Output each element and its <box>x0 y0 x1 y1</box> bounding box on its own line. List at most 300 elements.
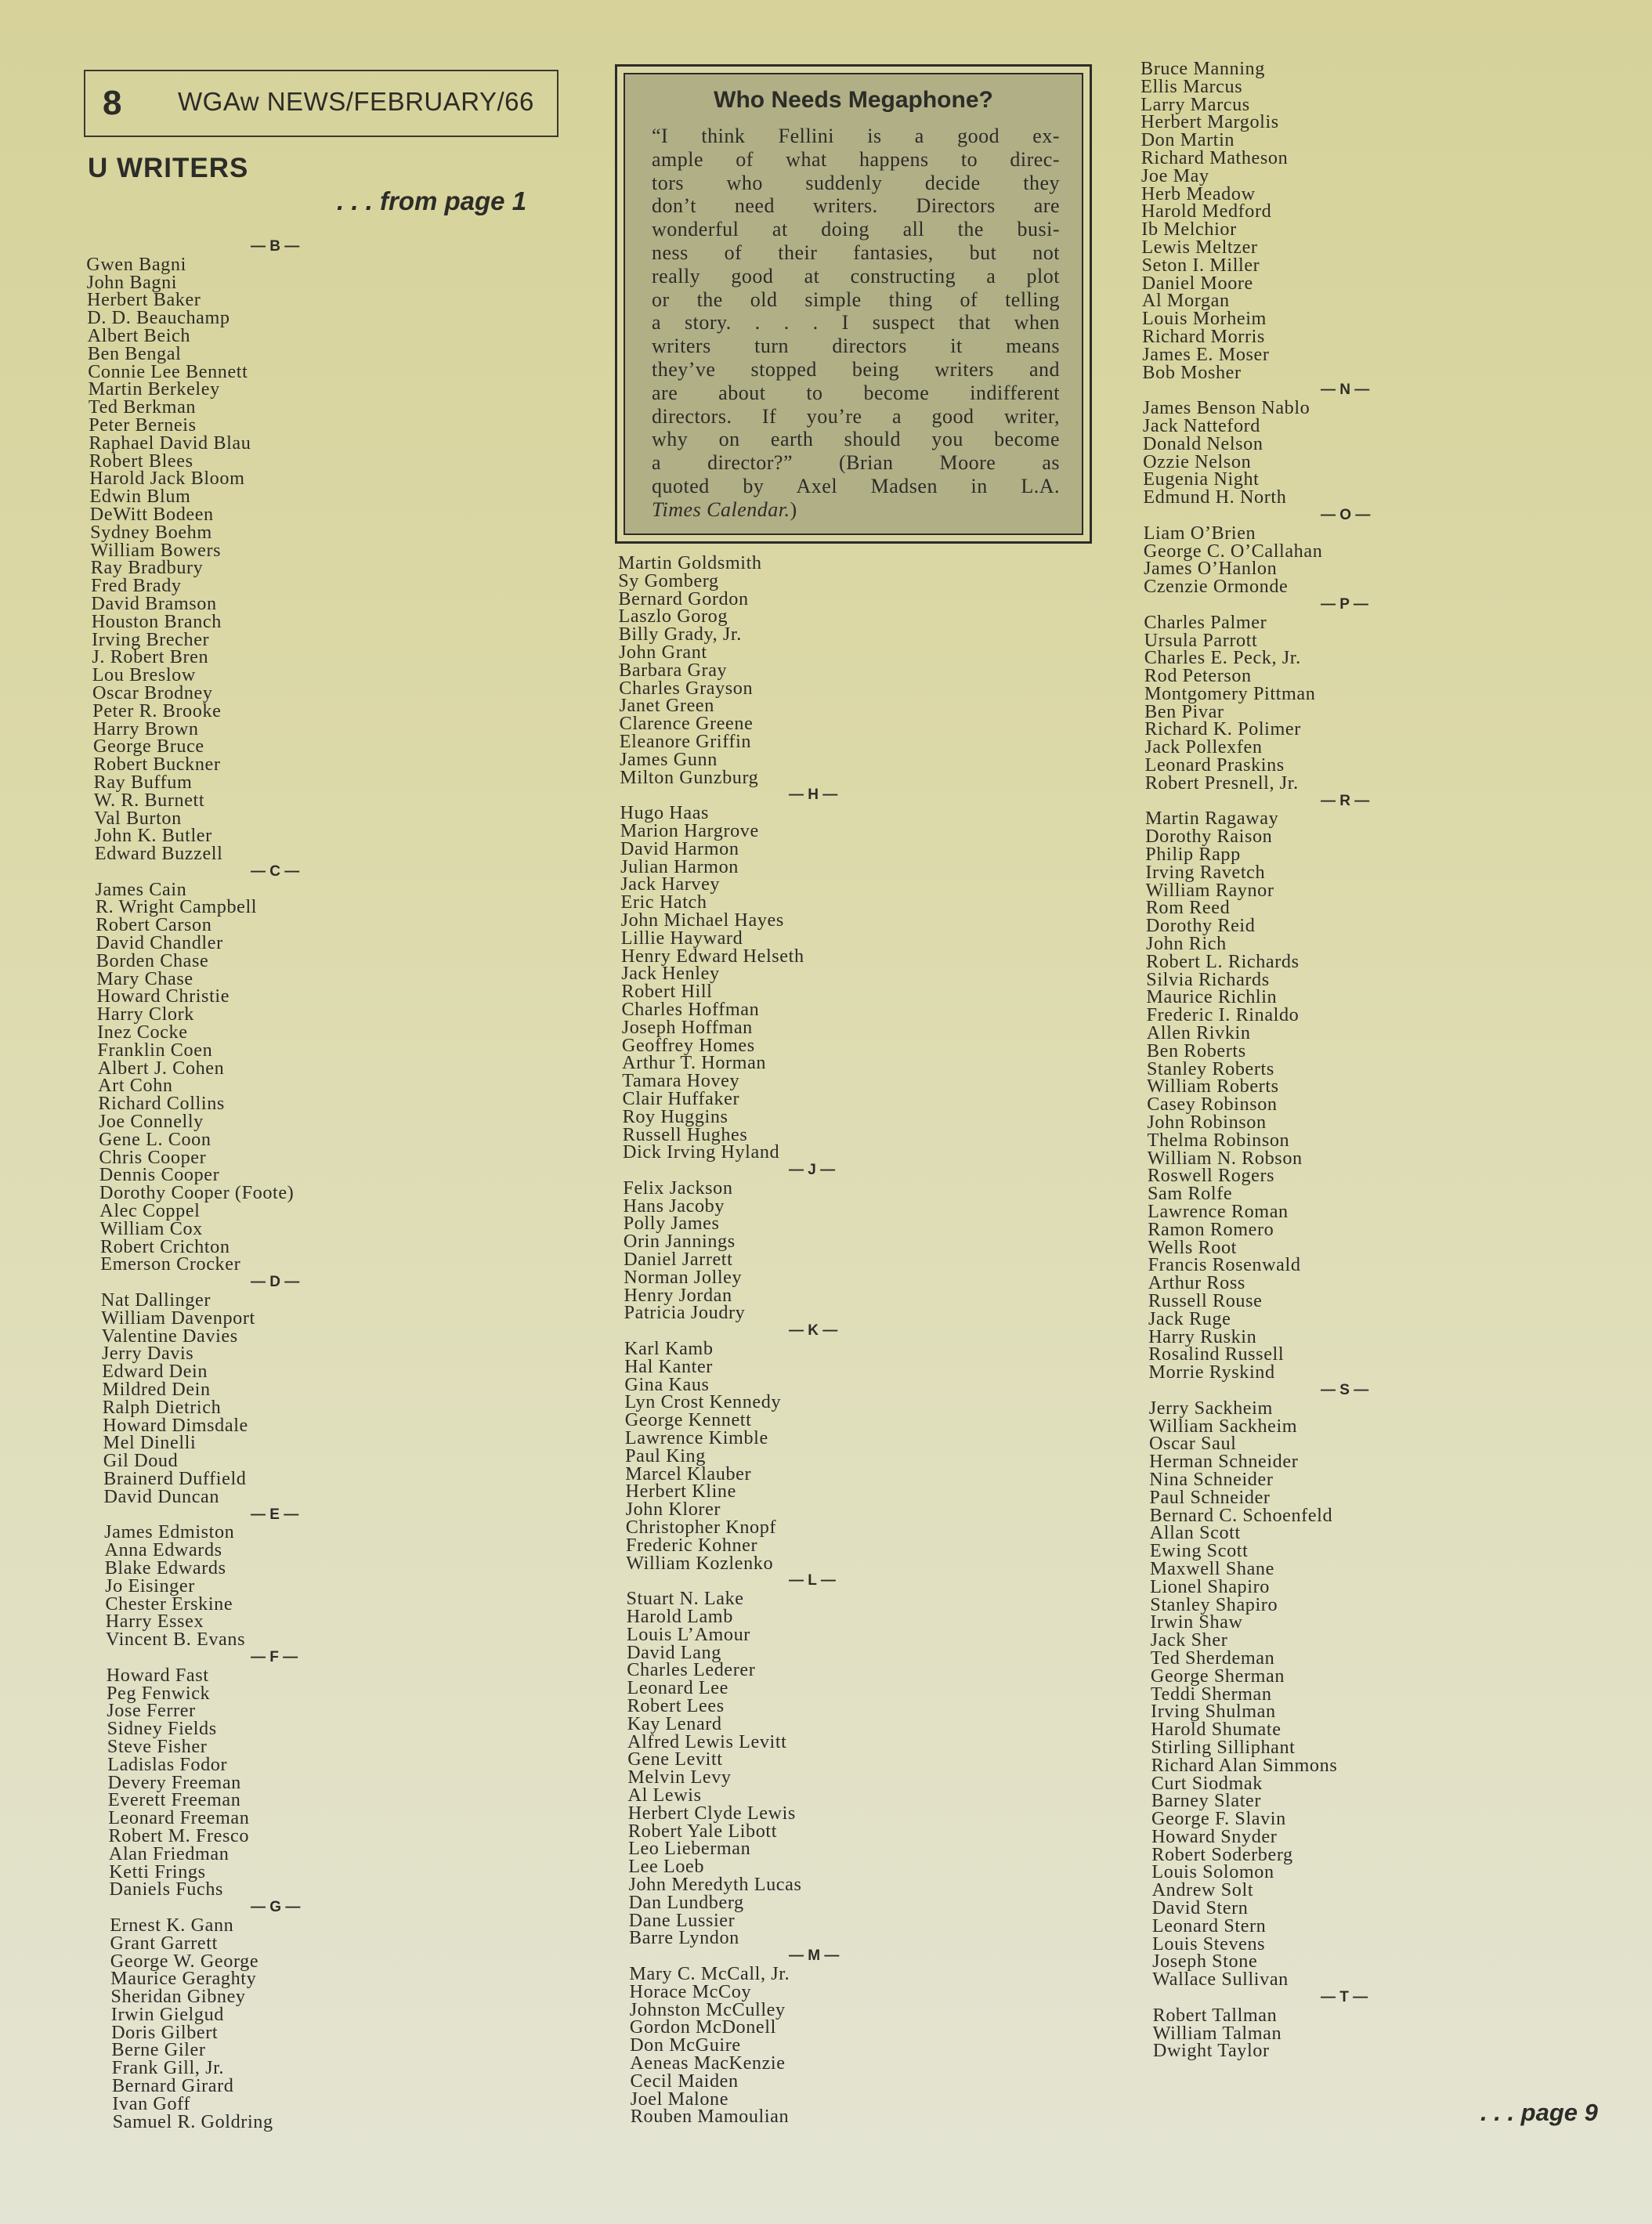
writer-name: DeWitt Bodeen <box>89 503 214 525</box>
writer-name: Lillie Hayward <box>620 927 743 949</box>
section-letter-heading: — H — <box>789 787 838 804</box>
writer-name: Herb Meadow <box>1141 183 1256 204</box>
writer-name: Al Morgan <box>1141 290 1230 312</box>
writer-name: Francis Rosenwald <box>1148 1254 1301 1276</box>
writer-name: Charles Lederer <box>627 1659 756 1681</box>
writer-name: Gene L. Coon <box>99 1128 211 1150</box>
writer-name: Robert Crichton <box>100 1235 230 1257</box>
writer-name: James Benson Nablo <box>1142 397 1310 419</box>
sidebar-title: Who Needs Megaphone? <box>714 87 993 113</box>
writer-name: Steve Fisher <box>107 1735 208 1757</box>
writer-name: Robert Yale Libott <box>627 1820 778 1842</box>
writer-name: Robert Tallman <box>1152 2004 1278 2026</box>
writer-name: Albert Beich <box>87 324 191 346</box>
sidebar-quote-line: don’t need writers. Directors are <box>652 194 1060 218</box>
writer-name: James Cain <box>95 878 187 900</box>
writer-name: Rom Reed <box>1145 897 1231 919</box>
writer-name: Mary Chase <box>96 967 193 989</box>
writer-name: R. Wright Campbell <box>95 896 258 918</box>
writer-name: Laszlo Gorog <box>618 606 728 627</box>
sidebar-quote-box <box>615 64 1092 544</box>
writer-name: Montgomery Pittman <box>1144 682 1316 704</box>
writer-name: Rouben Mamoulian <box>630 2106 790 2128</box>
writer-name: Jack Harvey <box>620 873 721 895</box>
writer-name: Lawrence Roman <box>1148 1201 1289 1222</box>
writer-name: Liam O’Brien <box>1143 522 1256 544</box>
sidebar-quote-line: tors who suddenly decide they <box>652 171 1060 194</box>
writer-name: John Meredyth Lucas <box>628 1873 802 1895</box>
writer-name: Robert L. Richards <box>1146 950 1300 972</box>
writer-name: Joseph Stone <box>1152 1951 1258 1973</box>
writer-name: Emerson Crocker <box>100 1253 241 1275</box>
writer-name: W. R. Burnett <box>93 789 205 811</box>
writer-name: Maxwell Shane <box>1150 1557 1274 1579</box>
writer-name: Kay Lenard <box>627 1712 722 1734</box>
writer-name: Irwin Shaw <box>1150 1611 1243 1633</box>
writer-name: John Bagni <box>86 271 178 293</box>
sidebar-quote-line: a director?” (Brian Moore as <box>652 451 1060 475</box>
sidebar-quote-line: directors. If you’re a good writer, <box>652 404 1060 428</box>
writer-name: Louis Morheim <box>1142 308 1267 330</box>
writer-name: Arthur T. Horman <box>622 1052 767 1074</box>
writer-name: Richard K. Polimer <box>1144 718 1301 740</box>
writer-name: Oscar Saul <box>1149 1433 1237 1455</box>
writer-name: Grant Garrett <box>110 1932 218 1954</box>
writer-name: John Robinson <box>1147 1112 1267 1134</box>
writer-name: Irving Brecher <box>92 628 210 650</box>
sidebar-quote-line: a story. . . . I suspect that when <box>652 311 1060 335</box>
writer-name: Anna Edwards <box>104 1539 222 1561</box>
sidebar-quote-line: wonderful at doing all the busi- <box>652 218 1060 241</box>
writer-name: Russell Hughes <box>622 1123 748 1145</box>
writer-name: Maurice Geraghty <box>110 1968 257 1990</box>
writer-name: Harold Lamb <box>626 1606 733 1628</box>
writer-name: Dennis Cooper <box>99 1164 220 1186</box>
writer-name: Frederic Kohner <box>626 1534 758 1556</box>
writer-name: Peg Fenwick <box>107 1682 211 1704</box>
writer-name: Barney Slater <box>1151 1790 1262 1812</box>
writer-name: George Kennett <box>624 1409 752 1431</box>
writer-name: Clarence Greene <box>619 713 754 735</box>
writer-name: David Bramson <box>91 592 217 614</box>
writer-name: Ben Roberts <box>1146 1040 1246 1061</box>
writer-name: Clair Huffaker <box>622 1087 740 1109</box>
writer-name: Blake Edwards <box>104 1557 226 1578</box>
writer-name: Lionel Shapiro <box>1150 1575 1270 1597</box>
writer-name: Edward Dein <box>102 1361 208 1383</box>
writer-name: Raphael David Blau <box>89 432 251 454</box>
writer-name: George C. O’Callahan <box>1143 540 1323 562</box>
writer-name: Chester Erskine <box>105 1593 233 1615</box>
sidebar-quote-line: writers turn directors it means <box>652 335 1060 358</box>
writer-name: Gwen Bagni <box>86 253 186 275</box>
section-letter-heading: — D — <box>251 1274 300 1291</box>
writer-name: Stirling Silliphant <box>1151 1736 1296 1758</box>
writer-name: Leonard Freeman <box>108 1807 250 1829</box>
writer-name: Maurice Richlin <box>1146 986 1278 1008</box>
writer-name: Borden Chase <box>96 949 209 971</box>
writer-name: Janet Green <box>619 695 714 717</box>
writer-name: Jose Ferrer <box>107 1700 196 1722</box>
writer-name: Howard Dimsdale <box>103 1414 248 1436</box>
sidebar-quote-line: ness of their fantasies, but not <box>652 240 1060 264</box>
writer-name: Joe May <box>1140 165 1209 186</box>
writer-name: David Stern <box>1151 1897 1249 1919</box>
writer-name: Harold Jack Bloom <box>89 468 245 490</box>
writer-name: Ursula Parrott <box>1144 629 1258 651</box>
writer-name: Allen Rivkin <box>1146 1022 1251 1044</box>
writer-name: Leo Lieberman <box>628 1838 751 1860</box>
writer-name: Lee Loeb <box>628 1856 705 1878</box>
section-letter-heading: — N — <box>1321 382 1370 399</box>
writer-name: Martin Goldsmith <box>618 552 762 573</box>
section-letter-heading: — B — <box>251 238 300 255</box>
writer-name: Lyn Crost Kennedy <box>624 1391 782 1413</box>
writer-name: Eric Hatch <box>620 891 707 913</box>
writer-name: Frederic I. Rinaldo <box>1146 1004 1300 1026</box>
writer-name: Ted Sherdeman <box>1150 1647 1275 1669</box>
section-letter-heading: — S — <box>1321 1381 1369 1398</box>
writer-name: Ivan Goff <box>112 2092 191 2114</box>
writer-name: Mary C. McCall, Jr. <box>629 1962 790 1984</box>
writer-name: Billy Grady, Jr. <box>618 624 742 646</box>
writer-name: Gina Kaus <box>624 1373 710 1395</box>
writer-name: William Raynor <box>1145 879 1274 901</box>
writer-name: William Davenport <box>101 1307 255 1329</box>
sidebar-quote-line: quoted by Axel Madsen in L.A. <box>652 474 1060 497</box>
writer-name: Chris Cooper <box>99 1146 207 1168</box>
writer-name: Henry Edward Helseth <box>621 945 804 967</box>
section-letter-heading: — L — <box>789 1572 836 1589</box>
writer-name: Joseph Hoffman <box>621 1016 753 1038</box>
writer-name: Horace McCoy <box>629 1980 752 2002</box>
writer-name: Jack Natteford <box>1142 414 1260 436</box>
writer-name: William N. Robson <box>1147 1147 1303 1169</box>
writers-column-3 <box>1140 60 1610 2060</box>
writer-name: Daniel Jarrett <box>624 1249 733 1271</box>
writer-name: Herbert Clyde Lewis <box>627 1802 796 1824</box>
writer-name: Leonard Lee <box>627 1677 728 1699</box>
writer-name: Dorothy Raison <box>1145 826 1273 848</box>
writer-name: Johnston McCulley <box>629 1998 786 2020</box>
writer-name: Russell Rouse <box>1148 1289 1263 1311</box>
writer-name: William Cox <box>99 1217 203 1239</box>
writer-name: Roswell Rogers <box>1147 1165 1275 1187</box>
writer-name: Daniel Moore <box>1141 272 1253 294</box>
sidebar-quote-text <box>652 125 1060 522</box>
writer-name: Edmund H. North <box>1143 486 1287 508</box>
writer-name: Edward Buzzell <box>94 843 223 865</box>
writer-name: Houston Branch <box>91 610 222 632</box>
writer-name: Ray Buffum <box>93 771 193 793</box>
section-letter-heading: — J — <box>789 1162 836 1179</box>
writer-name: D. D. Beauchamp <box>87 307 230 329</box>
writer-name: William Talman <box>1152 2022 1282 2044</box>
writer-name: Sydney Boehm <box>90 521 212 543</box>
writer-name: Vincent B. Evans <box>106 1629 246 1651</box>
writer-name: William Roberts <box>1147 1076 1279 1098</box>
writer-name: Nat Dallinger <box>100 1289 211 1311</box>
writer-name: Herman Schneider <box>1149 1451 1299 1473</box>
writer-name: Edwin Blum <box>89 486 191 508</box>
writer-name: Silvia Richards <box>1146 968 1270 990</box>
writer-name: Alfred Lewis Levitt <box>627 1730 787 1752</box>
writer-name: Polly James <box>623 1213 720 1235</box>
writer-name: Ernest K. Gann <box>110 1914 234 1936</box>
writer-name: Al Lewis <box>627 1784 702 1806</box>
writer-name: Herbert Margolis <box>1140 111 1279 133</box>
writer-name: John Michael Hayes <box>620 909 784 931</box>
writer-name: Ellis Marcus <box>1140 75 1243 97</box>
writer-name: Seton I. Miller <box>1141 254 1260 276</box>
writer-name: Robert Lees <box>627 1695 725 1716</box>
writer-name: Stanley Roberts <box>1147 1058 1274 1079</box>
writer-name: Jerry Davis <box>101 1343 194 1365</box>
writer-name: Paul King <box>625 1445 706 1466</box>
writer-name: Herbert Kline <box>625 1481 736 1503</box>
writer-name: Curt Siodmak <box>1151 1772 1263 1794</box>
writer-name: Alec Coppel <box>99 1200 201 1222</box>
writer-name: Ray Bradbury <box>90 557 204 579</box>
writer-name: Don McGuire <box>630 2034 741 2056</box>
writer-name: Richard Morris <box>1142 325 1265 347</box>
writer-name: David Duncan <box>103 1485 220 1507</box>
writer-name: Cecil Maiden <box>630 2070 739 2092</box>
writer-name: Aeneas MacKenzie <box>630 2052 786 2074</box>
writer-name: Robert Presnell, Jr. <box>1144 772 1299 794</box>
writer-name: Ben Pivar <box>1144 700 1224 722</box>
writer-name: William Kozlenko <box>626 1552 774 1574</box>
sidebar-quote-line: or the old simple thing of telling <box>652 287 1060 311</box>
writer-name: John Rich <box>1146 933 1227 955</box>
writer-name: Stanley Shapiro <box>1150 1593 1278 1615</box>
writer-name: Jack Sher <box>1150 1629 1228 1651</box>
writer-name: Wells Root <box>1148 1236 1237 1258</box>
writer-name: Richard Collins <box>98 1093 225 1115</box>
writer-name: Dwight Taylor <box>1152 2040 1270 2062</box>
writer-name: Robert Carson <box>96 914 212 936</box>
writer-name: Howard Snyder <box>1151 1825 1278 1847</box>
writer-name: James Edmiston <box>104 1521 235 1543</box>
sidebar-quote-line: why on earth should you become <box>652 428 1060 451</box>
writer-name: Nina Schneider <box>1149 1468 1274 1490</box>
sidebar-quote-line: really good at constructing a plot <box>652 264 1060 287</box>
writer-name: Harold Medford <box>1141 201 1272 222</box>
writer-name: Melvin Levy <box>627 1767 732 1788</box>
writer-name: Sam Rolfe <box>1148 1183 1233 1205</box>
writer-name: Devery Freeman <box>107 1771 241 1793</box>
writer-name: Allan Scott <box>1149 1522 1241 1544</box>
writer-name: Sheridan Gibney <box>110 1986 246 2008</box>
writer-name: Louis Stevens <box>1152 1933 1266 1955</box>
writer-name: Sy Gomberg <box>618 570 719 591</box>
writer-name: Arthur Ross <box>1148 1272 1245 1294</box>
writer-name: Barbara Gray <box>619 659 728 681</box>
writer-name: Larry Marcus <box>1140 93 1250 115</box>
writer-name: Robert M. Fresco <box>108 1824 250 1846</box>
writer-name: Henry Jordan <box>624 1284 732 1306</box>
writer-name: Morrie Ryskind <box>1148 1362 1275 1383</box>
writer-name: Robert Blees <box>89 450 193 472</box>
writer-name: Franklin Coen <box>97 1039 213 1061</box>
writer-name: Daniels Fuchs <box>109 1879 224 1900</box>
writer-name: Marion Hargrove <box>620 819 759 841</box>
writer-name: Jack Henley <box>621 963 720 985</box>
writer-name: Ozzie Nelson <box>1143 450 1252 472</box>
writer-name: John Klorer <box>625 1499 721 1521</box>
writer-name: Joel Malone <box>630 2088 729 2110</box>
writer-name: Alan Friedman <box>108 1842 230 1864</box>
writers-column-1 <box>86 238 556 2131</box>
writer-name: Irwin Gielgud <box>110 2003 224 2025</box>
section-letter-heading: — K — <box>789 1322 838 1340</box>
writer-name: Harry Brown <box>92 718 199 740</box>
section-letter-heading: — G — <box>251 1899 301 1916</box>
writer-name: Howard Fast <box>106 1664 209 1686</box>
writer-name: Bruce Manning <box>1140 58 1265 79</box>
writer-name: Julian Harmon <box>620 855 739 877</box>
writer-name: Frank Gill, Jr. <box>111 2057 225 2079</box>
writer-name: William Bowers <box>90 539 222 561</box>
section-letter-heading: — F — <box>251 1648 298 1665</box>
writer-name: Richard Matheson <box>1140 146 1289 168</box>
writer-name: Dan Lundberg <box>628 1891 744 1913</box>
writer-name: Val Burton <box>94 807 182 829</box>
section-letter-heading: — P — <box>1321 595 1368 613</box>
writer-name: Bob Mosher <box>1142 361 1242 383</box>
continued-from: . . . from page 1 <box>337 186 527 215</box>
section-letter-heading: — E — <box>251 1506 299 1523</box>
writer-name: Tamara Hovey <box>622 1070 740 1092</box>
writer-name: Dick Irving Hyland <box>623 1141 780 1163</box>
writer-name: George Sherman <box>1150 1665 1285 1687</box>
writer-name: Donald Nelson <box>1143 432 1263 454</box>
writer-name: Mel Dinelli <box>103 1432 197 1454</box>
writer-name: Charles Palmer <box>1144 611 1267 633</box>
writer-name: Oscar Brodney <box>92 682 213 703</box>
writer-name: George W. George <box>110 1950 259 1972</box>
writer-name: Berne Giler <box>111 2039 206 2061</box>
writer-name: Harry Ruskin <box>1148 1325 1257 1347</box>
writer-name: Philip Rapp <box>1145 844 1241 866</box>
writer-name: Joe Connelly <box>98 1111 204 1133</box>
writer-name: Samuel R. Goldring <box>112 2110 273 2132</box>
writer-name: Bernard C. Schoenfeld <box>1149 1504 1333 1526</box>
sidebar-quote-line: ample of what happens to direc- <box>652 147 1060 171</box>
writer-name: Peter R. Brooke <box>92 700 222 721</box>
masthead-box <box>84 70 558 137</box>
writer-name: Peter Berneis <box>89 414 197 436</box>
sidebar-quote-line: Times Calendar.) <box>652 497 797 521</box>
writer-name: Jo Eisinger <box>105 1575 195 1597</box>
writer-name: John Grant <box>618 641 707 663</box>
writer-name: Dorothy Reid <box>1145 915 1256 937</box>
writer-name: Leonard Stern <box>1151 1915 1267 1937</box>
writer-name: Gil Doud <box>103 1450 179 1472</box>
writer-name: Robert Soderberg <box>1151 1843 1293 1865</box>
writer-name: Richard Alan Simmons <box>1151 1754 1338 1776</box>
writer-name: Irving Ravetch <box>1145 861 1266 883</box>
writer-name: David Chandler <box>96 932 223 954</box>
writer-name: James E. Moser <box>1142 343 1270 365</box>
section-letter-heading: — C — <box>251 862 300 880</box>
writer-name: Eugenia Night <box>1143 468 1260 490</box>
writer-name: Sidney Fields <box>107 1718 217 1740</box>
writer-name: Harry Clork <box>96 1004 194 1025</box>
writer-name: John K. Butler <box>94 825 212 847</box>
writer-name: Martin Ragaway <box>1145 808 1279 830</box>
writer-name: Lou Breslow <box>92 664 196 686</box>
writer-name: Fred Brady <box>91 575 182 597</box>
writer-name: Karl Kamb <box>624 1338 714 1360</box>
writer-name: Inez Cocke <box>97 1022 188 1043</box>
writer-name: Jack Pollexfen <box>1144 736 1263 758</box>
writer-name: Robert Hill <box>621 981 713 1003</box>
writer-name: Norman Jolley <box>624 1266 743 1288</box>
writer-name: Louis L’Amour <box>626 1623 750 1645</box>
writers-column-2 <box>618 552 1088 2128</box>
page-number: 8 <box>103 84 122 122</box>
section-letter-heading: — R — <box>1321 792 1370 809</box>
writer-name: David Lang <box>627 1641 721 1663</box>
writer-name: William Sackheim <box>1148 1415 1298 1437</box>
writer-name: Casey Robinson <box>1147 1094 1278 1116</box>
writer-name: Wallace Sullivan <box>1152 1969 1289 1991</box>
writer-name: Charles Grayson <box>619 677 754 699</box>
writer-name: George Bruce <box>93 736 204 758</box>
writer-name: Eleanore Griffin <box>619 730 752 752</box>
writer-name: Ladislas Fodor <box>107 1753 228 1775</box>
writer-name: Jack Ruge <box>1148 1307 1231 1329</box>
writer-name: Gordon McDonell <box>629 2016 776 2038</box>
writer-name: Ramon Romero <box>1148 1218 1274 1240</box>
writer-name: Rosalind Russell <box>1148 1343 1285 1365</box>
writer-name: Connie Lee Bennett <box>88 360 248 382</box>
writer-name: Barre Lyndon <box>629 1927 739 1949</box>
continued-on: . . . page 9 <box>1480 2099 1598 2126</box>
writer-name: Ib Melchior <box>1141 219 1237 240</box>
writer-name: Dorothy Cooper (Foote) <box>99 1182 295 1204</box>
writer-name: Lawrence Kimble <box>624 1427 768 1449</box>
writer-name: Leonard Praskins <box>1144 754 1285 776</box>
writer-name: Paul Schneider <box>1149 1486 1271 1508</box>
writer-name: Martin Berkeley <box>88 378 220 400</box>
writer-name: Robert Buckner <box>93 754 221 776</box>
writer-name: Irving Shulman <box>1151 1701 1276 1723</box>
writer-name: Harold Shumate <box>1151 1719 1281 1741</box>
writer-name: Hal Kanter <box>624 1355 713 1377</box>
writer-name: Marcel Klauber <box>625 1463 752 1484</box>
writer-name: Doris Gilbert <box>111 2021 219 2043</box>
writer-name: Herbert Baker <box>87 289 201 311</box>
section-title: U WRITERS <box>88 153 249 183</box>
writer-name: Stuart N. Lake <box>626 1588 744 1610</box>
section-letter-heading: — T — <box>1321 1989 1368 2006</box>
writer-name: Milton Gunzburg <box>620 766 759 788</box>
writer-name: Ewing Scott <box>1149 1540 1249 1562</box>
writer-name: James Gunn <box>620 748 718 770</box>
writer-name: Roy Huggins <box>622 1105 728 1127</box>
writer-name: Howard Christie <box>96 985 230 1007</box>
masthead-title: WGAw NEWS/FEBRUARY/66 <box>178 87 534 116</box>
writer-name: Hugo Haas <box>620 802 710 824</box>
writer-name: Teddi Sherman <box>1151 1683 1272 1705</box>
writer-name: Everett Freeman <box>107 1789 241 1811</box>
writer-name: David Harmon <box>620 837 739 859</box>
sidebar-quote-line: “I think Fellini is a good ex- <box>652 125 1060 147</box>
writer-name: Geoffrey Homes <box>621 1034 755 1056</box>
writer-name: Felix Jackson <box>623 1177 733 1199</box>
